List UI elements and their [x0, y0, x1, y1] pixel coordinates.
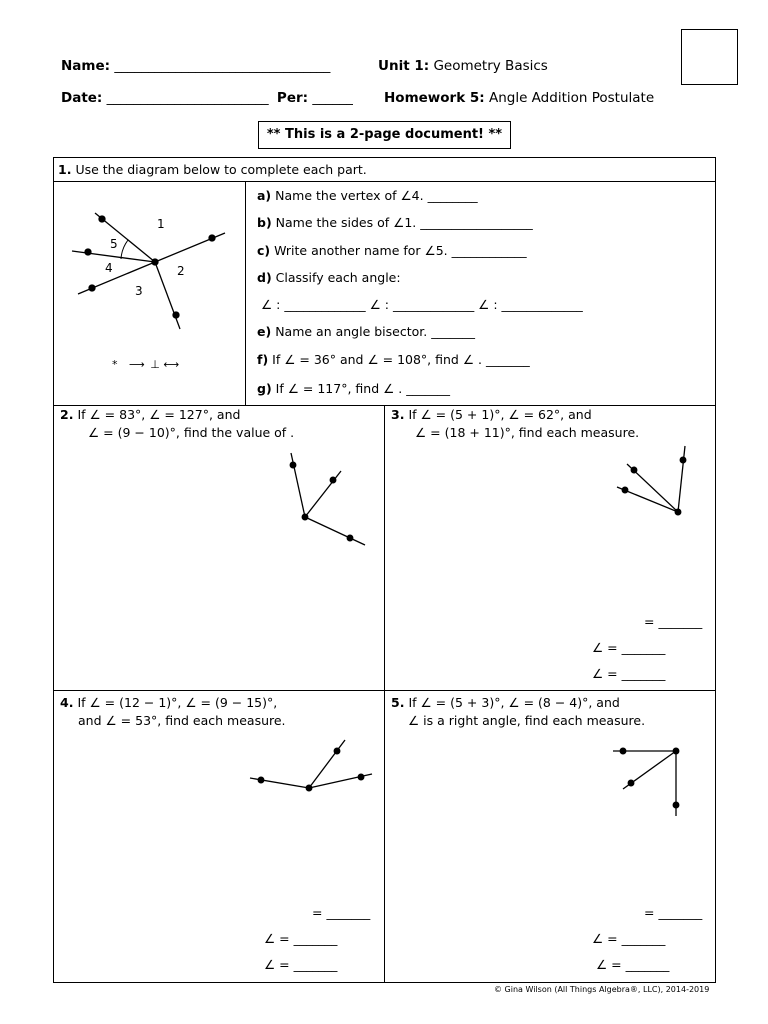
q4-diagram [245, 735, 380, 795]
q1g-text[interactable]: If ∠ = 117°, find ∠ . _______ [275, 381, 450, 396]
q4-vertex [306, 785, 312, 791]
q1-point-lowerleft [89, 285, 95, 291]
q5-answer-1[interactable]: = _______ [644, 905, 703, 920]
note-ray-arrow: ⟶ [129, 358, 145, 371]
q3-answer-3[interactable]: ∠ = _______ [592, 666, 666, 681]
q5-line1 [391, 695, 620, 710]
q2-point-right [347, 535, 353, 541]
q4-line1-text: If ∠ = (12 − 1)°, ∠ = (9 − 15)°, [77, 695, 278, 710]
q1c [257, 243, 527, 258]
q1-point-upleft [99, 216, 105, 222]
q1-label-1: 1 [157, 217, 165, 231]
q1-angle-arc [121, 240, 128, 259]
q4-point-left [258, 777, 264, 783]
copyright-footer: © Gina Wilson (All Things Algebra®, LLC), 2014-2019 [494, 985, 710, 994]
q4-line2: and ∠ = 53°, find each measure. [78, 713, 286, 728]
q1-label-2: 2 [177, 264, 185, 278]
q1-prompt [58, 162, 367, 177]
q3-number: 3. [391, 407, 405, 422]
q5-point-left [620, 748, 626, 754]
homework-label: Homework 5: [384, 90, 485, 106]
q4-number: 4. [60, 695, 74, 710]
q1c-letter: c) [257, 243, 271, 258]
q5-point-down [673, 802, 679, 808]
q1f-text[interactable]: If ∠ = 36° and ∠ = 108°, find ∠ . _______ [272, 352, 530, 367]
q2-line1-text: If ∠ = 83°, ∠ = 127°, and [77, 407, 241, 422]
homework-value: Angle Addition Postulate [488, 90, 655, 106]
q1d-text: Classify each angle: [275, 270, 401, 285]
unit-label: Unit 1: [378, 58, 430, 74]
q4-answer-2[interactable]: ∠ = _______ [264, 931, 338, 946]
two-page-banner: ** This is a 2-page document! ** [258, 121, 511, 149]
q3-point-up [680, 457, 686, 463]
q4-point-right [358, 774, 364, 780]
q3-line1-text: If ∠ = (5 + 1)°, ∠ = 62°, and [408, 407, 592, 422]
unit-value: Geometry Basics [433, 58, 548, 74]
q5-answer-3[interactable]: ∠ = _______ [596, 957, 670, 972]
q2-line1 [60, 407, 240, 422]
q3-point-upleft [631, 467, 637, 473]
q1d [257, 270, 401, 285]
name-blank[interactable]: ________________________________ [114, 58, 331, 74]
center-divider [384, 405, 385, 982]
q2-ray-right [305, 517, 365, 545]
date-blank[interactable]: ________________________ [106, 90, 269, 106]
date-line [61, 90, 353, 106]
note-perpendicular: ⊥ [150, 358, 160, 371]
q3-vertex [675, 509, 681, 515]
q5-vertex [673, 748, 679, 754]
q2-line2: ∠ = (9 − 10)°, find the value of . [88, 425, 295, 440]
q2-point-up [290, 462, 296, 468]
q1-label-4: 4 [105, 261, 113, 275]
q3-line1 [391, 407, 592, 422]
q5-diagram [610, 742, 685, 822]
q1f-letter: f) [257, 352, 269, 367]
note-symbol: * [112, 358, 118, 371]
q2-point-upright [330, 477, 336, 483]
q2-number: 2. [60, 407, 74, 422]
note-line-arrow: ⟷ [163, 358, 180, 371]
q4-answer-1[interactable]: = _______ [312, 905, 371, 920]
date-label: Date: [61, 90, 103, 106]
q1-point-right [209, 235, 215, 241]
q1d-letter: d) [257, 270, 272, 285]
q1-point-down [173, 312, 179, 318]
q1e-letter: e) [257, 324, 272, 339]
q1b-letter: b) [257, 215, 272, 230]
q1c-text[interactable]: Write another name for ∠5. ____________ [274, 243, 527, 258]
q5-point-lowerleft [628, 780, 634, 786]
q1e [257, 324, 475, 339]
q1-point-left [85, 249, 91, 255]
q4-point-up [334, 748, 340, 754]
q4-line1 [60, 695, 277, 710]
q1g-letter: g) [257, 381, 272, 396]
q1-prompt-text: Use the diagram below to complete each part. [75, 162, 367, 177]
q3-diagram [605, 440, 695, 525]
q5-line1-text: If ∠ = (5 + 3)°, ∠ = (8 − 4)°, and [408, 695, 620, 710]
name-line [61, 58, 330, 74]
q5-answer-2[interactable]: ∠ = _______ [592, 931, 666, 946]
homework-line [384, 90, 654, 106]
q3-point-left [622, 487, 628, 493]
q1-label-3: 3 [135, 284, 143, 298]
q2-diagram [270, 445, 380, 555]
q1a [257, 188, 478, 203]
q1-column-divider [245, 181, 246, 405]
q1b-text[interactable]: Name the sides of ∠1. __________________ [275, 215, 533, 230]
q1-number: 1. [58, 162, 72, 177]
row-divider-2 [54, 690, 715, 691]
q4-answer-3[interactable]: ∠ = _______ [264, 957, 338, 972]
q1d-blanks[interactable]: ∠ : _____________ ∠ : _____________ ∠ : _____________ [261, 297, 583, 312]
q1a-letter: a) [257, 188, 272, 203]
q1-vertex-point [152, 259, 158, 265]
unit-line [378, 58, 548, 74]
q1f [257, 352, 530, 367]
q1e-text[interactable]: Name an angle bisector. _______ [275, 324, 475, 339]
score-box[interactable] [681, 29, 738, 85]
q1g [257, 381, 450, 396]
q1-label-5: 5 [110, 237, 118, 251]
q5-line2: ∠ is a right angle, find each measure. [408, 713, 646, 728]
q3-line2: ∠ = (18 + 11)°, find each measure. [415, 425, 640, 440]
q3-ray-up [678, 446, 685, 512]
name-label: Name: [61, 58, 111, 74]
q5-number: 5. [391, 695, 405, 710]
q1-given-note [112, 357, 179, 372]
q1b [257, 215, 533, 230]
per-label: Per: [276, 90, 309, 106]
per-blank[interactable]: ______ [312, 90, 353, 106]
q2-vertex [302, 514, 308, 520]
q3-answer-1[interactable]: = _______ [644, 614, 703, 629]
q1a-text[interactable]: Name the vertex of ∠4. ________ [275, 188, 478, 203]
q3-answer-2[interactable]: ∠ = _______ [592, 640, 666, 655]
